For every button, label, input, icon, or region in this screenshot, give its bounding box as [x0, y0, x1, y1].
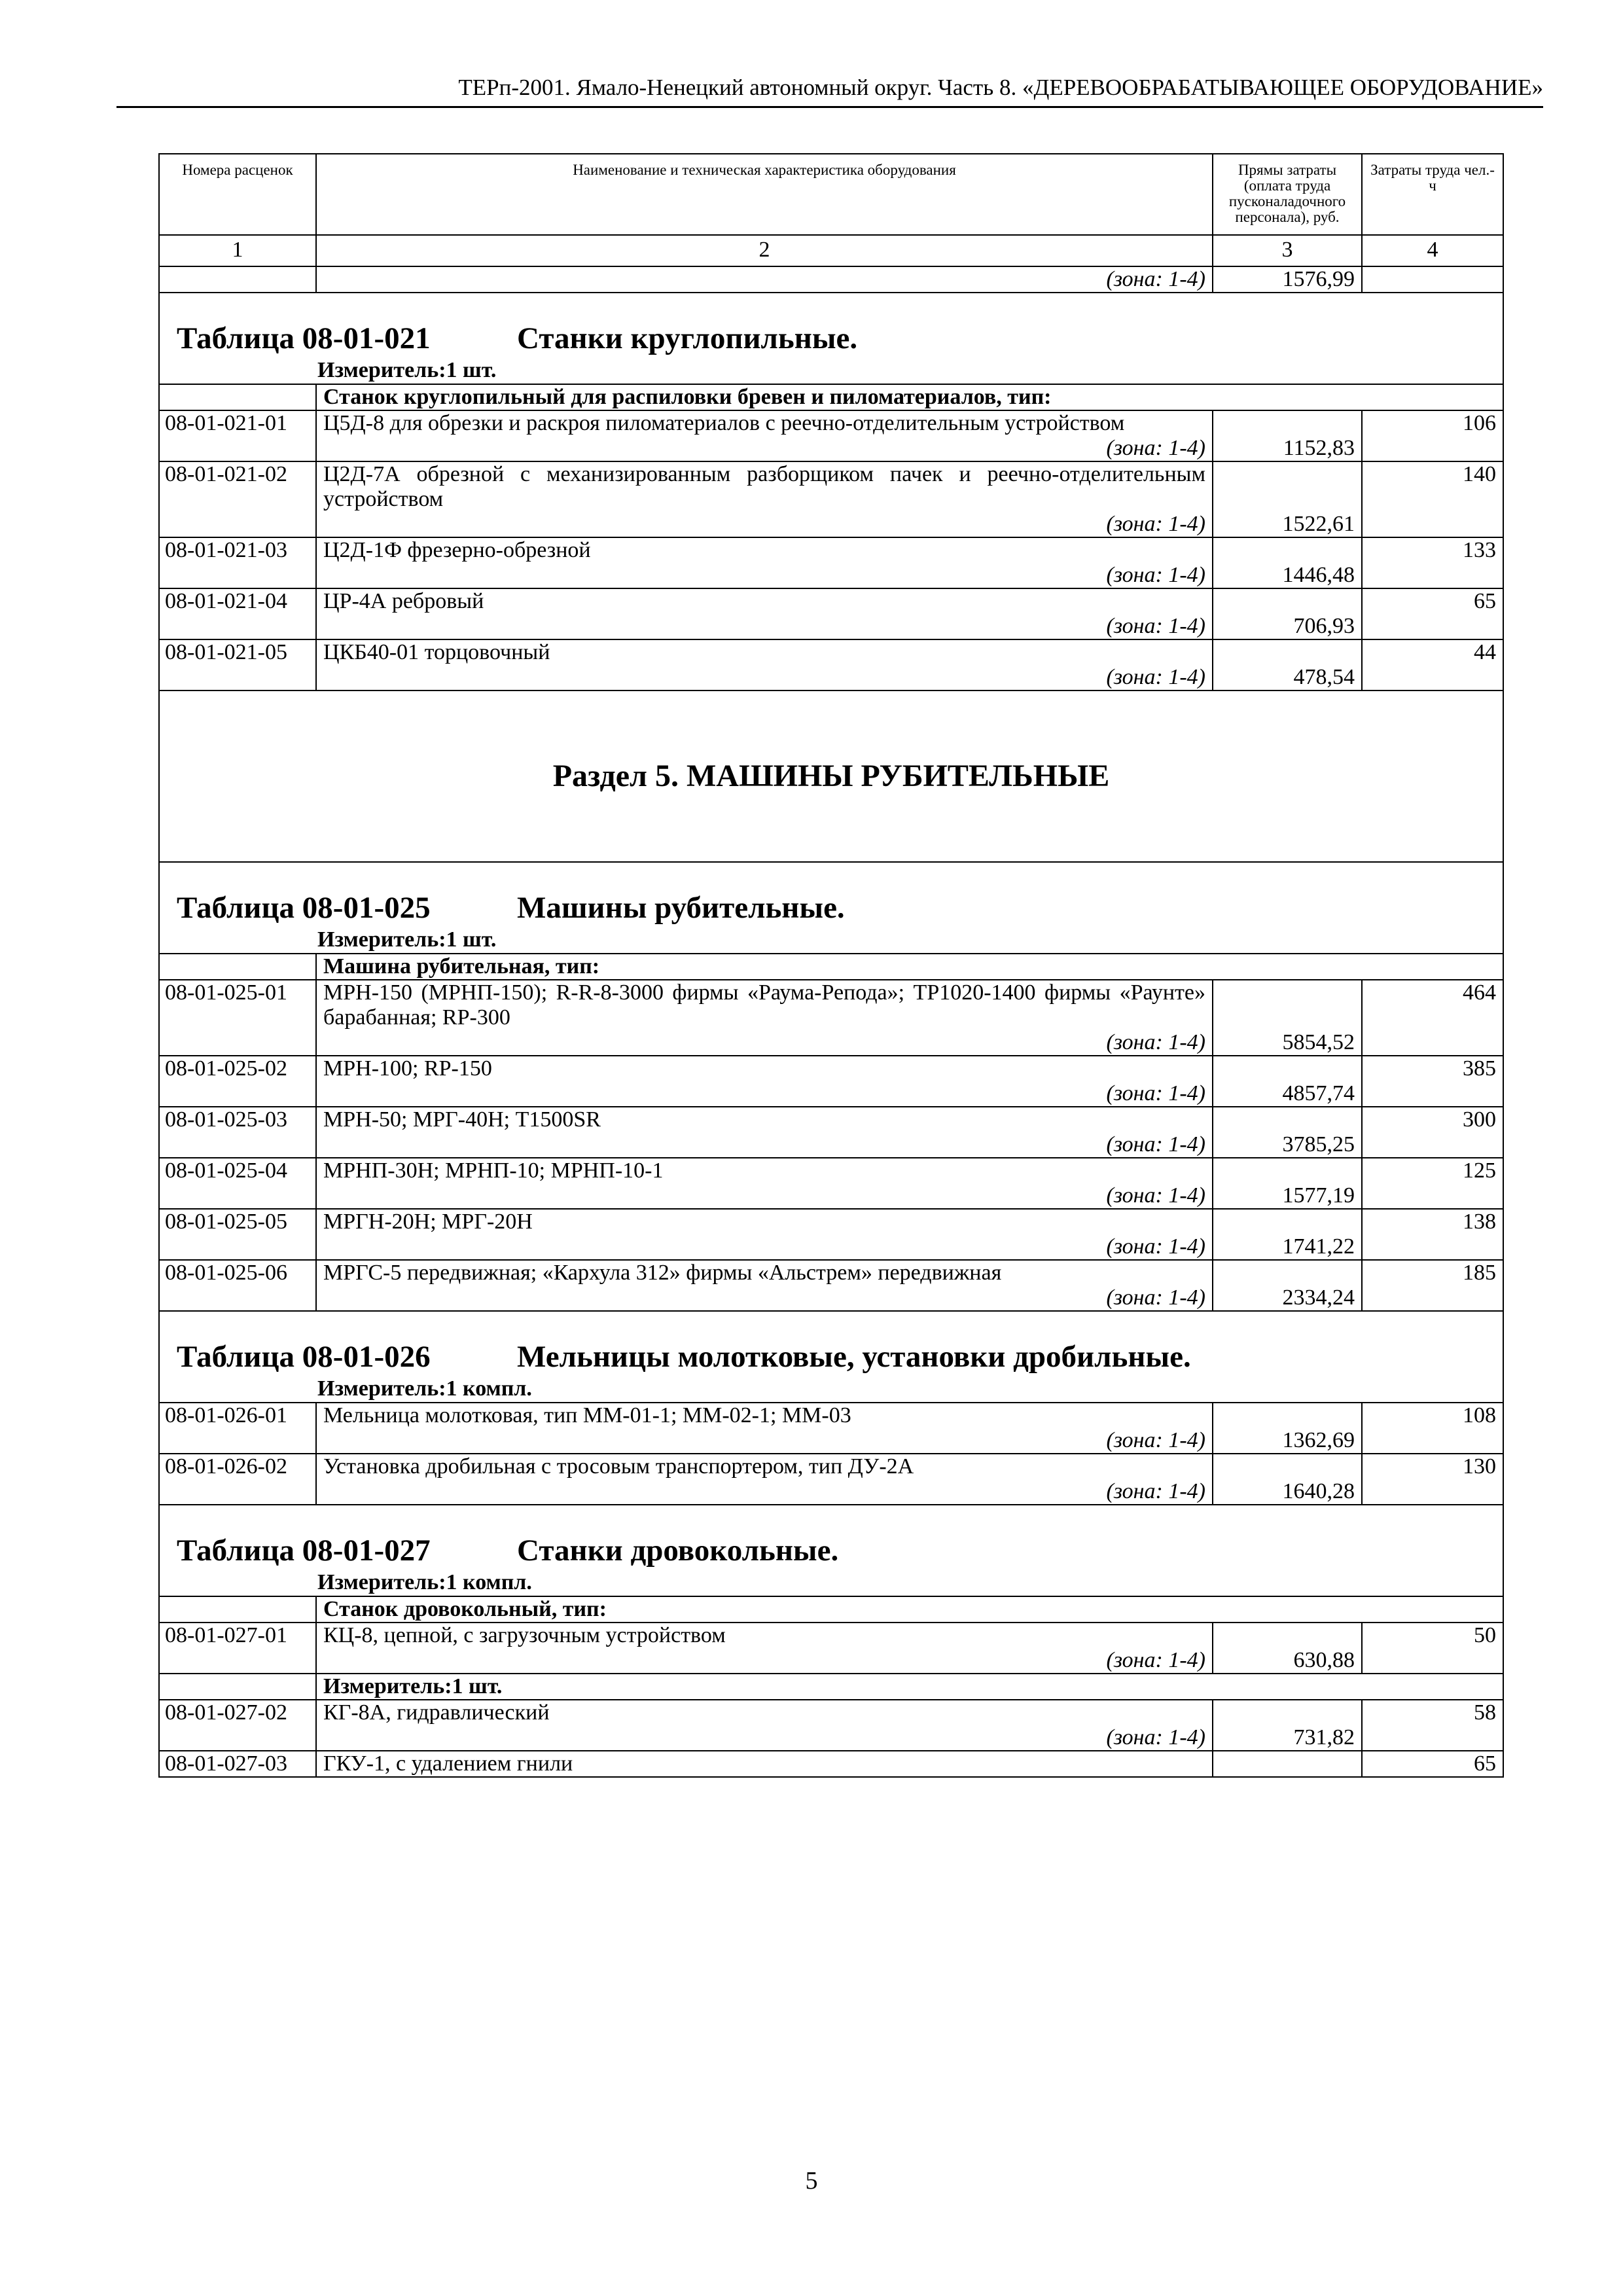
table-row — [159, 410, 1503, 461]
table-row — [159, 639, 1503, 691]
cost-value — [1213, 1751, 1362, 1777]
labor-value: 185 — [1362, 1260, 1503, 1311]
group-heading: Измеритель:1 шт. — [316, 1674, 1503, 1700]
item-description: Ц2Д-7А обрезной с механизированным разборщиком пачек и реечно-отделительным устройством — [323, 462, 1205, 511]
table-row — [159, 1454, 1503, 1505]
zone-label: (зона: 1-4) — [1106, 1479, 1205, 1503]
table-row — [159, 980, 1503, 1056]
table-title — [177, 889, 1496, 927]
section-row — [159, 691, 1503, 862]
zone-label: (зона: 1-4) — [1106, 1428, 1205, 1452]
rate-code: 08-01-021-03 — [159, 537, 316, 588]
rate-code: 08-01-027-02 — [159, 1700, 316, 1751]
zone-label: (зона: 1-4) — [1106, 436, 1205, 460]
table-row — [159, 1056, 1503, 1107]
labor-value: 125 — [1362, 1158, 1503, 1209]
price-table — [158, 153, 1504, 1778]
carry-over-row — [159, 266, 1503, 293]
item-description: МРНП-30Н; МРНП-10; МРНП-10-1 — [323, 1158, 664, 1183]
cost-value: 1576,99 — [1213, 266, 1362, 293]
cost-value: 478,54 — [1213, 639, 1362, 691]
description-cell — [316, 1623, 1213, 1674]
table-row — [159, 1751, 1503, 1777]
table-heading-row — [159, 1505, 1503, 1596]
description-cell — [316, 1209, 1213, 1260]
description-cell — [316, 588, 1213, 639]
zone-label: (зона: 1-4) — [1106, 1183, 1205, 1208]
item-description: Ц2Д-1Ф фрезерно-обрезной — [323, 538, 591, 562]
rate-code: 08-01-025-01 — [159, 980, 316, 1056]
table-row — [159, 1107, 1503, 1158]
group-heading-row — [159, 384, 1503, 410]
item-description: МРГН-20Н; МРГ-20Н — [323, 1210, 533, 1234]
description-cell — [316, 1107, 1213, 1158]
item-description: Ц5Д-8 для обрезки и раскроя пиломатериалов с реечно-отделительным устройством — [323, 411, 1125, 435]
table-row — [159, 461, 1503, 537]
zone-label: (зона: 1-4) — [1106, 1030, 1205, 1054]
table-title — [177, 1338, 1496, 1376]
table-heading — [159, 1505, 1503, 1596]
zone-label: (зона: 1-4) — [1106, 512, 1205, 536]
table-row — [159, 1700, 1503, 1751]
column-number: 1 — [159, 235, 316, 266]
cost-value: 1741,22 — [1213, 1209, 1362, 1260]
column-header-description: Наименование и техническая характеристика оборудования — [316, 154, 1213, 235]
zone-label: (зона: 1-4) — [316, 266, 1213, 293]
item-description: МРН-100; RP-150 — [323, 1056, 492, 1081]
item-description: ЦР-4А ребровый — [323, 589, 484, 613]
cost-value: 5854,52 — [1213, 980, 1362, 1056]
rate-code: 08-01-021-04 — [159, 588, 316, 639]
table-row — [159, 1260, 1503, 1311]
labor-value: 106 — [1362, 410, 1503, 461]
cost-value: 4857,74 — [1213, 1056, 1362, 1107]
page-number: 5 — [805, 2167, 818, 2195]
table-heading — [159, 1311, 1503, 1403]
column-number: 4 — [1362, 235, 1503, 266]
table-name: Мельницы молотковые, установки дробильные. — [517, 1340, 1191, 1374]
rate-code: 08-01-027-03 — [159, 1751, 316, 1777]
description-cell — [316, 410, 1213, 461]
zone-label: (зона: 1-4) — [1106, 1234, 1205, 1259]
description-cell — [316, 461, 1213, 537]
measure-unit: Измеритель:1 шт. — [317, 358, 497, 382]
column-header-cost: Прямы затраты (оплата труда пусконаладочного персонала), руб. — [1213, 154, 1362, 235]
cost-value: 731,82 — [1213, 1700, 1362, 1751]
table-heading-row — [159, 293, 1503, 384]
rate-code: 08-01-026-01 — [159, 1403, 316, 1454]
labor-value: 50 — [1362, 1623, 1503, 1674]
cost-value: 2334,24 — [1213, 1260, 1362, 1311]
labor-value: 138 — [1362, 1209, 1503, 1260]
description-cell — [316, 1403, 1213, 1454]
description-cell — [316, 1454, 1213, 1505]
group-heading: Машина рубительная, тип: — [316, 954, 1503, 980]
labor-value: 108 — [1362, 1403, 1503, 1454]
table-row — [159, 1403, 1503, 1454]
zone-label: (зона: 1-4) — [1106, 1648, 1205, 1672]
description-cell — [316, 1751, 1213, 1777]
description-cell — [316, 1700, 1213, 1751]
group-heading: Станок круглопильный для распиловки бревен и пиломатериалов, тип: — [316, 384, 1503, 410]
description-cell — [316, 980, 1213, 1056]
table-name: Станки дровокольные. — [517, 1534, 839, 1568]
table-code: Таблица 08-01-026 — [177, 1340, 431, 1374]
rate-code: 08-01-021-02 — [159, 461, 316, 537]
table-row — [159, 1209, 1503, 1260]
zone-label: (зона: 1-4) — [1106, 1081, 1205, 1105]
column-number: 2 — [316, 235, 1213, 266]
table-row — [159, 1158, 1503, 1209]
labor-value: 385 — [1362, 1056, 1503, 1107]
group-heading-row — [159, 1596, 1503, 1623]
rate-code: 08-01-025-05 — [159, 1209, 316, 1260]
item-description: МРН-150 (МРНП-150); R-R-8-3000 фирмы «Раума-Реподa»; ТР1020-1400 фирмы «Раунте» барабанная; RP-300 — [323, 980, 1205, 1030]
description-cell — [316, 1260, 1213, 1311]
zone-label: (зона: 1-4) — [1106, 665, 1205, 689]
item-description: ГКУ-1, с удалением гнили — [323, 1751, 573, 1776]
rate-code: 08-01-025-06 — [159, 1260, 316, 1311]
rate-code: 08-01-025-03 — [159, 1107, 316, 1158]
labor-cell — [1362, 266, 1503, 293]
rate-code-cell — [159, 266, 316, 293]
measure-unit: Измеритель:1 компл. — [317, 1570, 532, 1594]
rate-code-cell — [159, 954, 316, 980]
cost-value: 706,93 — [1213, 588, 1362, 639]
table-heading — [159, 293, 1503, 384]
column-number: 3 — [1213, 235, 1362, 266]
rate-code: 08-01-021-05 — [159, 639, 316, 691]
zone-label: (зона: 1-4) — [1106, 1132, 1205, 1157]
table-code: Таблица 08-01-021 — [177, 321, 431, 355]
description-cell — [316, 1158, 1213, 1209]
zone-label: (зона: 1-4) — [1106, 563, 1205, 587]
description-cell — [316, 1056, 1213, 1107]
labor-value: 300 — [1362, 1107, 1503, 1158]
cost-value: 1577,19 — [1213, 1158, 1362, 1209]
rate-code: 08-01-025-04 — [159, 1158, 316, 1209]
description-cell — [316, 639, 1213, 691]
labor-value: 464 — [1362, 980, 1503, 1056]
table-title — [177, 319, 1496, 357]
page-header: ТЕРп-2001. Ямало-Ненецкий автономный округ. Часть 8. «ДЕРЕВООБРАБАТЫВАЮЩЕЕ ОБОРУДОВАНИЕ» — [116, 73, 1543, 108]
labor-value: 130 — [1362, 1454, 1503, 1505]
item-description: МРГС-5 передвижная; «Кархула 312» фирмы «Альстрем» передвижная — [323, 1261, 1002, 1285]
cost-value: 1640,28 — [1213, 1454, 1362, 1505]
table-code: Таблица 08-01-027 — [177, 1534, 431, 1568]
cost-value: 3785,25 — [1213, 1107, 1362, 1158]
rate-code-cell — [159, 1596, 316, 1623]
labor-value: 44 — [1362, 639, 1503, 691]
table-row — [159, 588, 1503, 639]
cost-value: 1362,69 — [1213, 1403, 1362, 1454]
labor-value: 65 — [1362, 1751, 1503, 1777]
labor-value: 58 — [1362, 1700, 1503, 1751]
zone-label: (зона: 1-4) — [1106, 614, 1205, 638]
table-heading — [159, 862, 1503, 954]
item-description: Мельница молотковая, тип ММ-01-1; ММ-02-1; ММ-03 — [323, 1403, 851, 1427]
labor-value: 65 — [1362, 588, 1503, 639]
column-header-codes: Номера расценок — [159, 154, 316, 235]
column-header-labor: Затраты труда чел.-ч — [1362, 154, 1503, 235]
rate-code-cell — [159, 1674, 316, 1700]
zone-label: (зона: 1-4) — [1106, 1725, 1205, 1749]
measure-unit: Измеритель:1 шт. — [317, 927, 497, 952]
table-code: Таблица 08-01-025 — [177, 891, 431, 925]
table-name: Станки круглопильные. — [517, 321, 858, 355]
column-number-row — [159, 235, 1503, 266]
group-heading-row — [159, 954, 1503, 980]
labor-value: 133 — [1362, 537, 1503, 588]
table-row — [159, 537, 1503, 588]
cost-value: 630,88 — [1213, 1623, 1362, 1674]
rate-code-cell — [159, 384, 316, 410]
item-description: Установка дробильная с тросовым транспортером, тип ДУ-2А — [323, 1454, 914, 1479]
cost-value: 1446,48 — [1213, 537, 1362, 588]
item-description: КЦ-8, цепной, с загрузочным устройством — [323, 1623, 726, 1647]
rate-code: 08-01-027-01 — [159, 1623, 316, 1674]
measure-unit: Измеритель:1 компл. — [317, 1376, 532, 1401]
table-heading-row — [159, 1311, 1503, 1403]
item-description: МРН-50; МРГ-40Н; Т1500SR — [323, 1107, 601, 1132]
description-cell — [316, 537, 1213, 588]
table-row — [159, 1623, 1503, 1674]
rate-code: 08-01-021-01 — [159, 410, 316, 461]
rate-code: 08-01-026-02 — [159, 1454, 316, 1505]
item-description: ЦКБ40-01 торцовочный — [323, 640, 550, 664]
zone-label: (зона: 1-4) — [1106, 1285, 1205, 1310]
item-description: КГ-8А, гидравлический — [323, 1700, 550, 1725]
table-heading-row — [159, 862, 1503, 954]
column-header-row — [159, 154, 1503, 235]
table-title — [177, 1532, 1496, 1570]
group-heading: Станок дровокольный, тип: — [316, 1596, 1503, 1623]
table-name: Машины рубительные. — [517, 891, 845, 925]
cost-value: 1522,61 — [1213, 461, 1362, 537]
cost-value: 1152,83 — [1213, 410, 1362, 461]
labor-value: 140 — [1362, 461, 1503, 537]
group-heading-row — [159, 1674, 1503, 1700]
section-title: Раздел 5. МАШИНЫ РУБИТЕЛЬНЫЕ — [159, 691, 1503, 862]
rate-code: 08-01-025-02 — [159, 1056, 316, 1107]
